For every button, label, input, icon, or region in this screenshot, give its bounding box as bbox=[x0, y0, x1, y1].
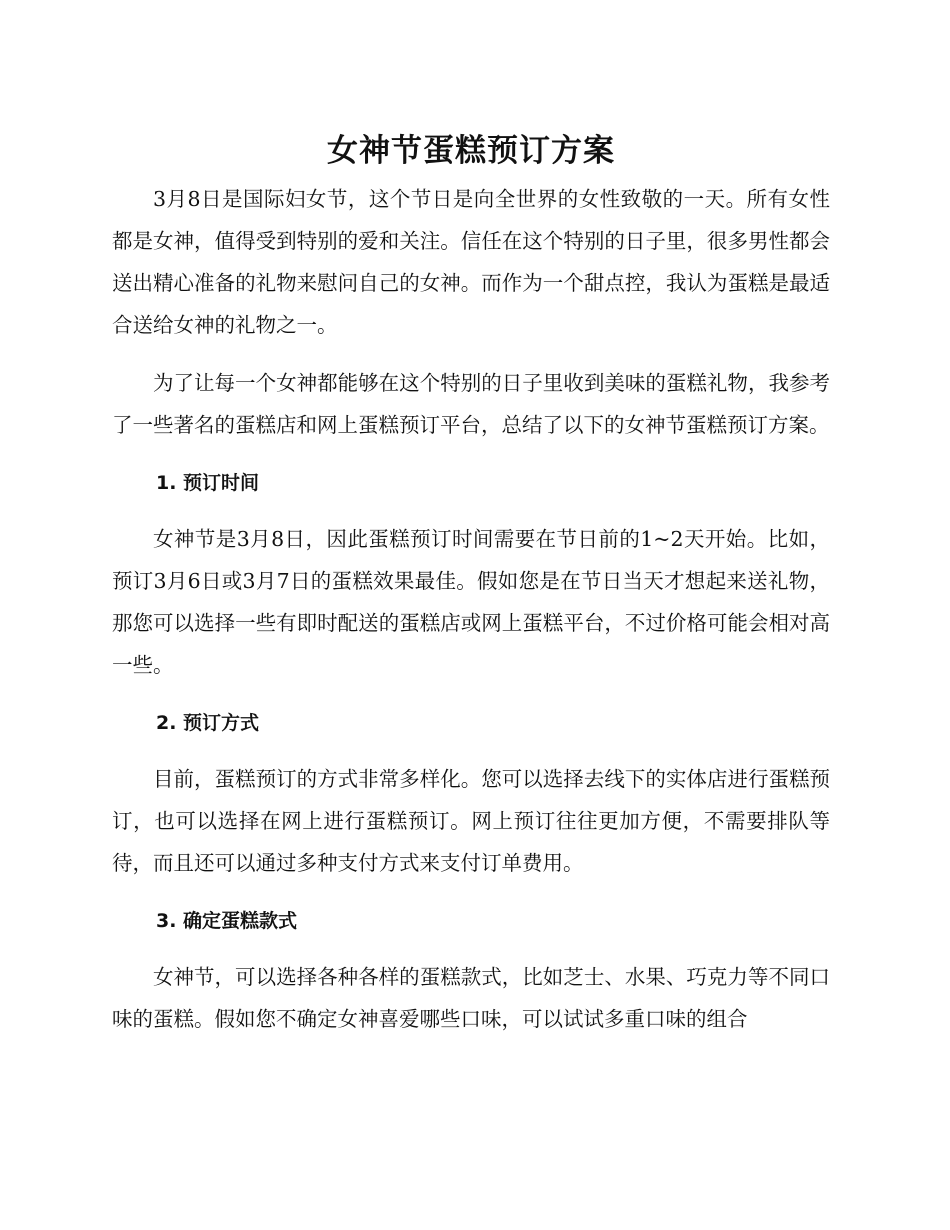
section-heading: 3. 确定蛋糕款式 bbox=[156, 910, 298, 932]
section-heading: 2. 预订方式 bbox=[156, 712, 260, 734]
section-cake-style bbox=[112, 900, 830, 1040]
intro-paragraph-1: 3月8日是国际妇女节，这个节日是向全世界的女性致敬的一天。所有女性都是女神，值得受到特别的爱和关注。信任在这个特别的日子里，很多男性都会送出精心准备的礼物来慰问自己的女神。而作为一个甜点控，我认为蛋糕是最适合送给女神的礼物之一。 bbox=[112, 187, 830, 337]
section-heading: 1. 预订时间 bbox=[156, 472, 260, 494]
document-body bbox=[112, 128, 830, 1056]
intro-paragraph-2: 为了让每一个女神都能够在这个特别的日子里收到美味的蛋糕礼物，我参考了一些著名的蛋糕店和网上蛋糕预订平台，总结了以下的女神节蛋糕预订方案。 bbox=[112, 371, 830, 437]
section-paragraph: 目前，蛋糕预订的方式非常多样化。您可以选择去线下的实体店进行蛋糕预订，也可以选择在网上进行蛋糕预订。网上预订往往更加方便，不需要排队等待，而且还可以通过多种支付方式来支付订单费用。 bbox=[112, 767, 830, 875]
section-booking-method bbox=[112, 702, 830, 884]
document-title: 女神节蛋糕预订方案 bbox=[327, 133, 615, 169]
section-booking-time bbox=[112, 462, 830, 686]
section-paragraph: 女神节，可以选择各种各样的蛋糕款式，比如芝士、水果、巧克力等不同口味的蛋糕。假如您不确定女神喜爱哪些口味，可以试试多重口味的组合 bbox=[112, 965, 830, 1031]
section-paragraph: 女神节是3月8日，因此蛋糕预订时间需要在节日前的1~2天开始。比如，预订3月6日或3月7日的蛋糕效果最佳。假如您是在节日当天才想起来送礼物，那您可以选择一些有即时配送的蛋糕店或网上蛋糕平台，不过价格可能会相对高一些。 bbox=[112, 527, 830, 677]
